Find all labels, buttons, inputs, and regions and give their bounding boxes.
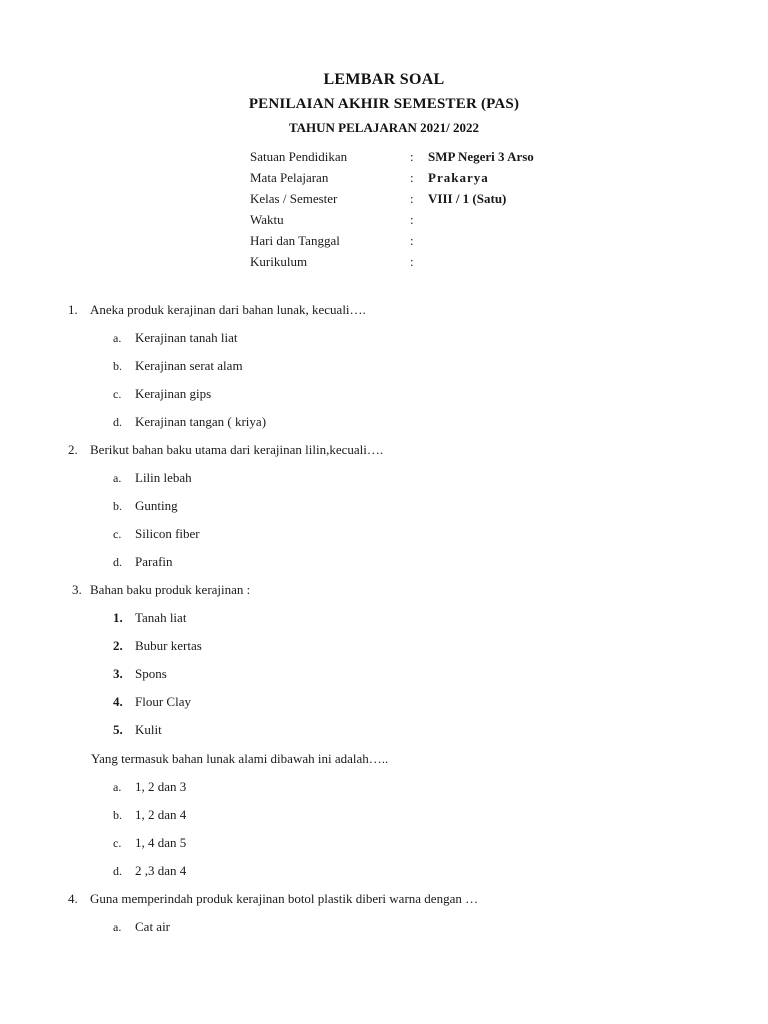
option-mark: a. (113, 331, 122, 345)
option-text: Silicon fiber (135, 526, 200, 541)
option-mark: a. (113, 780, 122, 794)
question-text: Aneka produk kerajinan dari bahan lunak, kecuali…. (90, 302, 366, 317)
question-text: Guna memperindah produk kerajinan botol plastik diberi warna dengan … (90, 891, 479, 906)
item-text: Tanah liat (135, 610, 187, 625)
question-number: 2. (68, 442, 78, 457)
info-label: Hari dan Tanggal (250, 233, 340, 248)
question-stem: Yang termasuk bahan lunak alami dibawah ini adalah….. (91, 751, 389, 766)
info-colon: : (410, 191, 414, 206)
item-mark: 2. (113, 638, 123, 653)
option-mark: d. (113, 555, 122, 569)
item-mark: 5. (113, 722, 123, 737)
option-text: 2 ,3 dan 4 (135, 863, 187, 878)
info-colon: : (410, 212, 414, 227)
option-mark: b. (113, 808, 122, 822)
info-label: Kurikulum (250, 254, 308, 269)
option-text: Gunting (135, 498, 178, 513)
info-value: VIII / 1 (Satu) (428, 191, 507, 206)
option-mark: d. (113, 415, 122, 429)
question-number: 4. (68, 891, 78, 906)
info-value: Prakarya (428, 170, 489, 185)
question-number: 3. (72, 582, 82, 597)
info-value: SMP Negeri 3 Arso (428, 149, 534, 164)
option-mark: c. (113, 527, 122, 541)
question-text: Berikut bahan baku utama dari kerajinan lilin,kecuali…. (90, 442, 384, 457)
option-mark: b. (113, 499, 122, 513)
item-text: Spons (135, 666, 167, 681)
option-text: Kerajinan serat alam (135, 358, 243, 373)
option-text: 1, 4 dan 5 (135, 835, 187, 850)
document-subtitle: PENILAIAN AKHIR SEMESTER (PAS) (248, 96, 520, 112)
option-mark: b. (113, 359, 122, 373)
option-mark: a. (113, 471, 122, 485)
item-mark: 3. (113, 666, 123, 681)
info-label: Satuan Pendidikan (250, 149, 348, 164)
option-mark: c. (113, 387, 122, 401)
academic-year: TAHUN PELAJARAN 2021/ 2022 (288, 120, 480, 135)
question-number: 1. (68, 302, 78, 317)
info-label: Kelas / Semester (250, 191, 338, 206)
item-text: Bubur kertas (135, 638, 202, 653)
item-mark: 4. (113, 694, 123, 709)
info-colon: : (410, 233, 414, 248)
info-colon: : (410, 254, 414, 269)
option-mark: d. (113, 864, 122, 878)
option-text: Lilin lebah (135, 470, 192, 485)
document-title: LEMBAR SOAL (323, 71, 445, 88)
info-label: Mata Pelajaran (250, 170, 329, 185)
option-text: 1, 2 dan 4 (135, 807, 187, 822)
info-colon: : (410, 149, 414, 164)
option-text: Kerajinan gips (135, 386, 212, 401)
option-text: 1, 2 dan 3 (135, 779, 187, 794)
question-text: Bahan baku produk kerajinan : (90, 582, 251, 597)
option-text: Kerajinan tanah liat (135, 330, 238, 345)
option-text: Cat air (135, 919, 171, 934)
option-mark: c. (113, 836, 122, 850)
option-text: Kerajinan tangan ( kriya) (135, 414, 267, 429)
info-label: Waktu (250, 212, 284, 227)
info-colon: : (410, 170, 414, 185)
item-mark: 1. (113, 610, 123, 625)
item-text: Kulit (135, 722, 162, 737)
item-text: Flour Clay (135, 694, 191, 709)
option-text: Parafin (135, 554, 173, 569)
option-mark: a. (113, 920, 122, 934)
